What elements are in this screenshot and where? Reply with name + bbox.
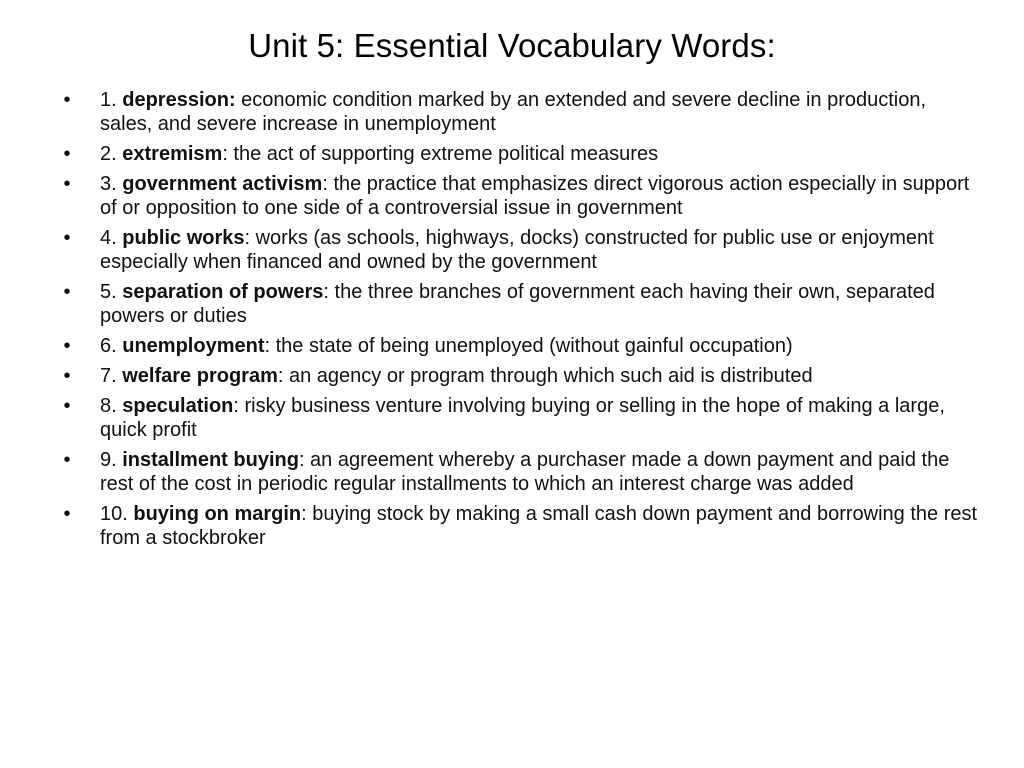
vocab-item: [63, 502, 980, 550]
vocab-item: [63, 172, 980, 220]
item-number: 1.: [100, 89, 123, 111]
vocab-term: unemployment: [122, 335, 265, 357]
bullet-icon: •: [63, 335, 71, 357]
vocab-item: [63, 226, 980, 274]
vocab-item: [63, 142, 980, 166]
vocab-item: [63, 280, 980, 328]
vocab-definition: economic condition marked by an extended and severe decline in production, sales, and severe increase in unemployment: [100, 89, 927, 135]
vocab-definition: : risky business venture involving buying or selling in the hope of making a large, quick profit: [100, 395, 945, 441]
item-number: 3.: [100, 173, 123, 195]
bullet-icon: •: [63, 89, 71, 111]
bullet-icon: •: [63, 173, 71, 195]
item-number: 5.: [100, 281, 123, 303]
vocab-item: [63, 448, 980, 496]
vocab-term: government activism: [122, 173, 323, 195]
vocab-definition: : an agreement whereby a purchaser made a down payment and paid the rest of the cost in periodic regular installments to which an interest charge was added: [100, 449, 950, 495]
vocab-definition: : the three branches of government each having their own, separated powers or duties: [100, 281, 935, 327]
vocab-definition: : the state of being unemployed (without gainful occupation): [264, 335, 793, 357]
item-number: 2.: [100, 143, 123, 165]
bullet-icon: •: [63, 227, 71, 249]
vocab-term: public works: [122, 227, 245, 249]
vocab-item: [63, 394, 980, 442]
vocab-definition: : the act of supporting extreme political measures: [222, 143, 659, 165]
vocab-term: welfare program: [122, 365, 278, 387]
vocab-item: [63, 334, 980, 358]
item-number: 4.: [100, 227, 123, 249]
vocab-term: depression:: [122, 89, 236, 111]
item-number: 9.: [100, 449, 123, 471]
vocab-term: extremism: [122, 143, 223, 165]
vocab-term: buying on margin: [133, 503, 302, 525]
item-number: 10.: [100, 503, 134, 525]
bullet-icon: •: [63, 395, 71, 417]
vocabulary-list: [63, 88, 980, 556]
bullet-icon: •: [63, 449, 71, 471]
bullet-icon: •: [63, 143, 71, 165]
slide-title: Unit 5: Essential Vocabulary Words:: [248, 27, 776, 64]
vocab-item: [63, 364, 980, 388]
vocab-definition: : works (as schools, highways, docks) constructed for public use or enjoyment especially when financed and owned by the government: [100, 227, 934, 273]
bullet-icon: •: [63, 281, 71, 303]
vocab-term: speculation: [122, 395, 234, 417]
vocab-definition: : an agency or program through which such aid is distributed: [277, 365, 813, 387]
vocab-item: [63, 88, 980, 136]
item-number: 6.: [100, 335, 123, 357]
item-number: 7.: [100, 365, 123, 387]
bullet-icon: •: [63, 503, 71, 525]
bullet-icon: •: [63, 365, 71, 387]
vocab-term: separation of powers: [122, 281, 324, 303]
item-number: 8.: [100, 395, 123, 417]
vocab-definition: : buying stock by making a small cash down payment and borrowing the rest from a stockbroker: [100, 503, 978, 549]
vocab-definition: : the practice that emphasizes direct vigorous action especially in support of or opposition to one side of a controversial issue in government: [100, 173, 970, 219]
vocab-term: installment buying: [122, 449, 299, 471]
